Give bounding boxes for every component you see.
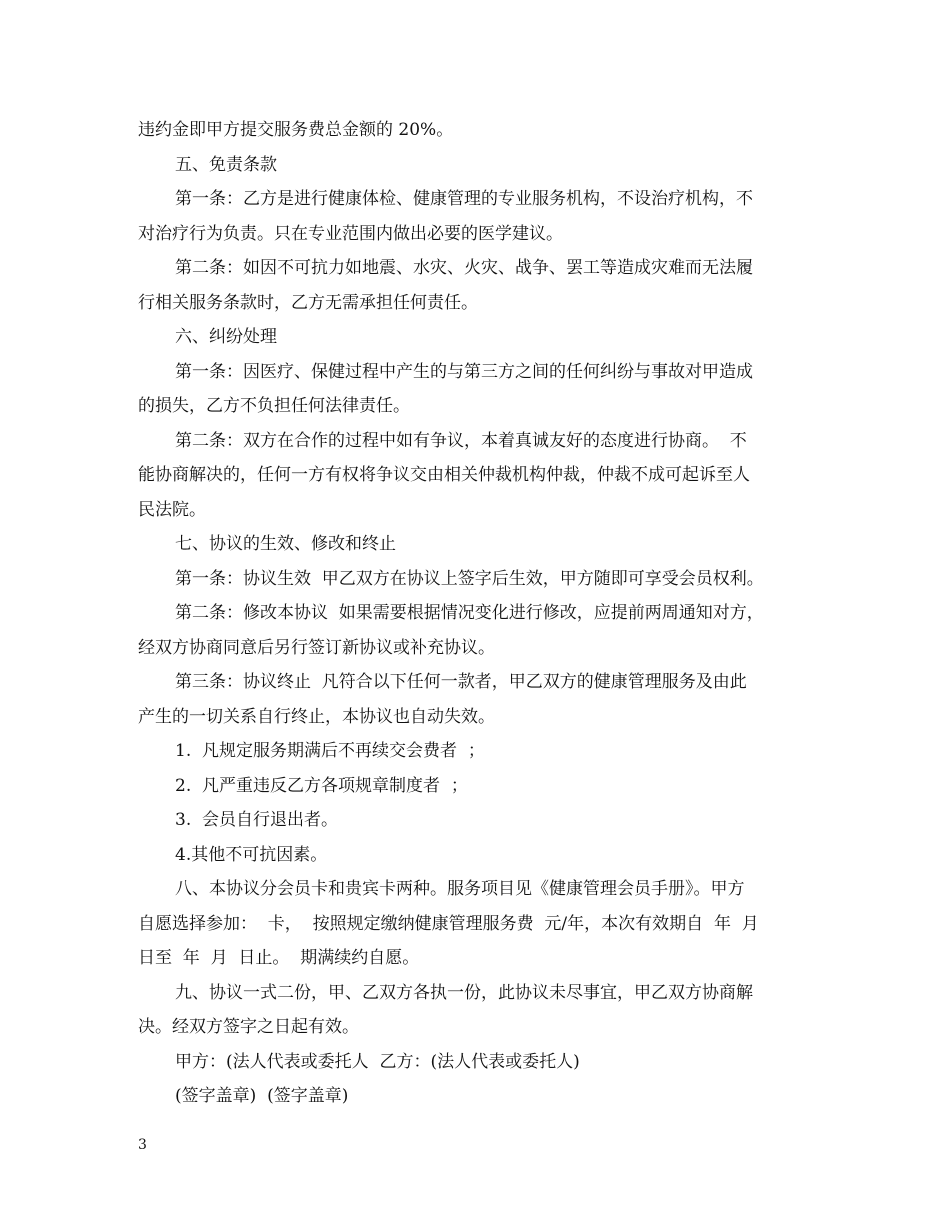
text-line: 八、本协议分会员卡和贵宾卡两种。服务项目见《健康管理会员手册》。甲方 <box>175 879 745 899</box>
section-heading: 六、纠纷处理 <box>175 327 277 347</box>
list-item: 3. 会员自行退出者。 <box>175 810 339 830</box>
text-line: 第一条：协议生效 甲乙双方在协议上签字后生效，甲方随即可享受会员权利。 <box>175 568 764 589</box>
text-line: 能协商解决的，任何一方有权将争议交由相关仲裁机构仲裁，仲裁不成可起诉至人 <box>138 465 750 485</box>
text-line: 违约金即甲方提交服务费总金额的 20%。 <box>138 120 454 140</box>
signature-line: (签字盖章) (签字盖章) <box>175 1086 349 1106</box>
list-item: 1. 凡规定服务期满后不再续交会费者 ； <box>175 741 485 761</box>
text-line: 决。经双方签字之日起有效。 <box>138 1017 359 1037</box>
section-heading: 五、免责条款 <box>175 154 277 175</box>
list-item: 2. 凡严重违反乙方各项规章制度者 ； <box>175 775 468 796</box>
text-line: 日至 年 月 日止。 期满续约自愿。 <box>138 948 420 968</box>
text-line: 第三条：协议终止 凡符合以下任何一款者，甲乙双方的健康管理服务及由此 <box>175 672 747 692</box>
text-line: 第一条：因医疗、保健过程中产生的与第三方之间的任何纠纷与事故对甲造成 <box>175 361 753 382</box>
page-number: 3 <box>138 1137 147 1153</box>
list-item: 4.其他不可抗因素。 <box>175 844 328 865</box>
text-line: 行相关服务条款时，乙方无需承担任何责任。 <box>138 292 478 313</box>
text-line: 自愿选择参加： 卡， 按照规定缴纳健康管理服务费 元/年，本次有效期自 年 月 <box>138 913 759 934</box>
document-body <box>138 113 814 1114</box>
text-line: 九、协议一式二份，甲、乙双方各执一份，此协议未尽事宜，甲乙双方协商解 <box>175 982 753 1003</box>
signature-line: 甲方：(法人代表或委托人 乙方：(法人代表或委托人) <box>175 1051 580 1072</box>
text-line: 的损失，乙方不负担任何法律责任。 <box>138 396 410 416</box>
text-line: 第二条：修改本协议 如果需要根据情况变化进行修改，应提前两周通知对方， <box>175 603 764 623</box>
text-line: 民法院。 <box>138 499 206 520</box>
text-line: 对治疗行为负责。只在专业范围内做出必要的医学建议。 <box>138 223 563 244</box>
text-line: 第一条：乙方是进行健康体检、健康管理的专业服务机构，不设治疗机构，不 <box>175 189 753 209</box>
text-line: 经双方协商同意后另行签订新协议或补充协议。 <box>138 637 495 658</box>
text-line: 产生的一切关系自行终止，本协议也自动失效。 <box>138 706 495 727</box>
text-line: 第二条：如因不可抗力如地震、水灾、火灾、战争、罢工等造成灾难而无法履 <box>175 258 753 278</box>
text-line: 第二条：双方在合作的过程中如有争议，本着真诚友好的态度进行协商。 不 <box>175 430 747 451</box>
section-heading: 七、协议的生效、修改和终止 <box>175 534 396 554</box>
